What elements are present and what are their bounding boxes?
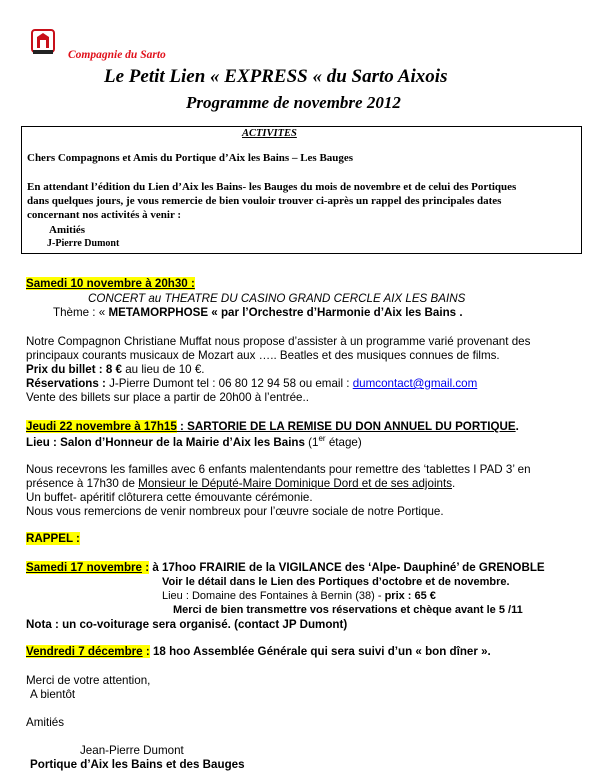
event3-detail: Voir le détail dans le Lien des Portiques d’octobre et de novembre.	[162, 576, 510, 588]
event1-date: Samedi 10 novembre à 20h30 :	[26, 277, 195, 290]
box-regards: Amitiés	[49, 224, 86, 236]
event1-theme: Thème : « METAMORPHOSE « par l’Orchestre d’Harmonie d’Aix les Bains .	[53, 306, 463, 319]
event1-price: Prix du billet : 8 € au lieu de 10 €.	[26, 363, 205, 376]
closing-soon: A bientôt	[30, 688, 76, 701]
box-signature: J-Pierre Dumont	[47, 238, 120, 249]
event1-desc-1: Notre Compagnon Christiane Muffat nous propose d’assister à un programme varié provenant des	[26, 335, 531, 348]
event3-nota: Nota : un co-voiturage sera organisé. (contact JP Dumont)	[26, 618, 348, 631]
event2-line-1: Nous recevrons les familles avec 6 enfants malentendants pour remettre des ‘tablettes I PAD 3’ en	[26, 463, 531, 476]
event1-reservations: Réservations : J-Pierre Dumont tel : 06 80 12 94 58 ou email : dumcontact@gmail.com	[26, 377, 478, 390]
activities-box	[21, 126, 582, 254]
event2-line-4: Nous vous remercions de venir nombreux pour l’œuvre sociale de notre Portique.	[26, 505, 444, 518]
intro-line-3: concernant nos activités à venir :	[27, 209, 182, 221]
event3-place: Lieu : Domaine des Fontaines à Bernin (38) - prix : 65 €	[162, 590, 436, 602]
event4-title: Vendredi 7 décembre : 18 hoo Assemblée Générale qui sera suivi d’un « bon dîner ».	[26, 645, 491, 658]
company-logo-icon	[30, 28, 56, 56]
company-name: Compagnie du Sarto	[68, 49, 166, 61]
newsletter-subtitle: Programme de novembre 2012	[186, 93, 401, 112]
activities-heading: ACTIVITES	[242, 128, 297, 139]
event2-place: Lieu : Salon d’Honneur de la Mairie d’Aix les Bains (1er étage)	[26, 434, 362, 449]
newsletter-title: Le Petit Lien « EXPRESS « du Sarto Aixois	[104, 66, 448, 87]
rappel-label: RAPPEL :	[26, 532, 80, 545]
closing-regards: Amitiés	[26, 716, 65, 729]
event2-line-3: Un buffet- apéritif clôturera cette émouvante cérémonie.	[26, 491, 313, 504]
closing-org: Portique d’Aix les Bains et des Bauges	[30, 758, 245, 771]
event1-sale: Vente des billets sur place a partir de 20h00 à l’entrée..	[26, 391, 309, 404]
event3-confirm: Merci de bien transmettre vos réservations et chèque avant le 5 /11	[173, 604, 523, 616]
event2-line-2: présence à 17h30 de Monsieur le Député-Maire Dominique Dord et de ses adjoints.	[26, 477, 456, 490]
intro-line-2: dans quelques jours, je vous remercie de bien vouloir trouver ci-après un rappel des principales dates	[27, 195, 502, 207]
event1-concert: CONCERT au THEATRE DU CASINO GRAND CERCLE AIX LES BAINS	[88, 292, 466, 305]
event3-title: Samedi 17 novembre : à 17hoo FRAIRIE de la VIGILANCE des ‘Alpe- Dauphiné’ de GRENOBLE	[26, 561, 545, 574]
event2-title: Jeudi 22 novembre à 17h15 : SARTORIE DE LA REMISE DU DON ANNUEL DU PORTIQUE.	[26, 420, 519, 433]
intro-line-1: En attendant l’édition du Lien d’Aix les Bains- les Bauges du mois de novembre et de celui des Portiques	[27, 181, 517, 193]
email-link[interactable]: dumcontact@gmail.com	[352, 377, 478, 390]
closing-name: Jean-Pierre Dumont	[80, 744, 184, 757]
greeting: Chers Compagnons et Amis du Portique d’Aix les Bains – Les Bauges	[27, 152, 354, 164]
event1-desc-2: principaux courants musicaux de Mozart aux ….. Beatles et des musiques connues de films.	[26, 349, 500, 362]
closing-thanks: Merci de votre attention,	[26, 674, 151, 687]
